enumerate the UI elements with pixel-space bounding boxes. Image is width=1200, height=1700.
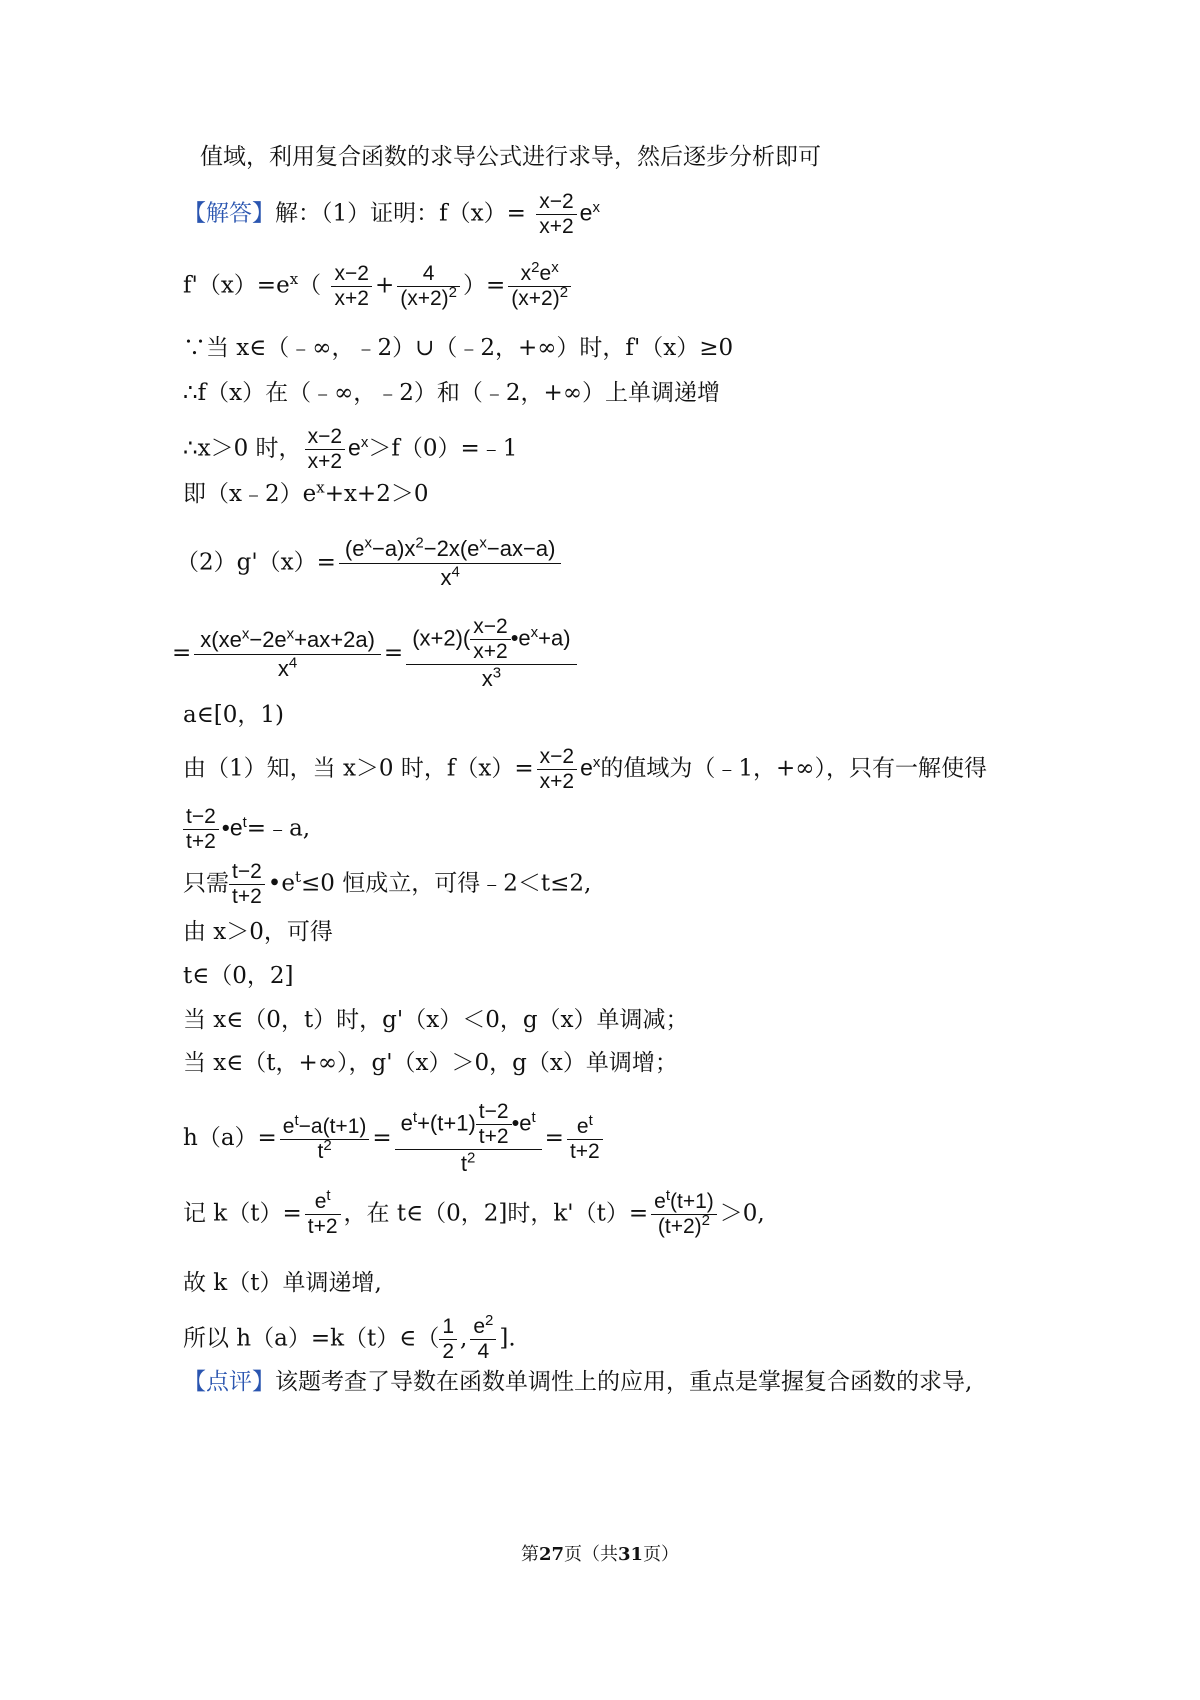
text-line: 由 x＞0，可得	[183, 919, 333, 945]
fraction: $e^t+(t+1)$ $\frac{t-2}{t+2}$ $•e^t$ $t^2$	[395, 1100, 542, 1178]
line-text: 解：（1）证明：f（x）=	[275, 200, 526, 227]
text-line: ∵当 x∈（﹣∞，﹣2）∪（﹣2，+∞）时，f'（x）≥0	[183, 335, 734, 361]
fraction: (x+2)( $\frac{x-2}{x+2}$ $•e^x+a$) $x^3$	[406, 615, 576, 693]
page-footer: 第27页（共31页）	[520, 1544, 680, 1565]
fraction: $\frac{x-2}{x+2}$	[536, 190, 576, 239]
fraction: $\frac{t-2}{t+2}$	[229, 860, 265, 909]
fraction: $\frac{x-2}{x+2}$	[305, 425, 345, 474]
text-line: 当 x∈（0，t）时，g'（x）＜0，g（x）单调减；	[183, 1007, 689, 1033]
answer-line: 【解答】解：（1）证明：f（x）= $\frac{x-2}{x+2}$ $e^x$	[183, 190, 600, 238]
text-line: ∴f（x）在（﹣∞，﹣2）和（﹣2，+∞）上单调递增	[183, 380, 720, 406]
fraction: $\frac{e^t}{t+2}$	[305, 1190, 341, 1239]
fraction: $\frac{x(xe^x-2e^x+ax+2a)}{x^4}$	[194, 626, 381, 683]
k-line: 记 k（t）= $\frac{e^t}{t+2}$ ，在 t∈（0，2]时，k'（t）= $\frac{e^t(t+1)}{(t+2)^2}$ ＞0,	[183, 1187, 765, 1238]
text-line: a∈[0，1)	[183, 702, 284, 728]
line-text: 值域，利用复合函数的求导公式进行求导，然后逐步分析即可	[200, 144, 821, 170]
answer-tag: 【解答】	[183, 200, 275, 227]
g-derivative-line-2: = $\frac{x(xe^x-2e^x+ax+2a)}{x^4}$ = (x+2)( $\frac{x-2}{x+2}$ $•e^x+a$) $x^3$	[172, 615, 580, 693]
fraction: $\frac{e^t(t+1)}{(t+2)^2}$	[651, 1190, 717, 1239]
page-number: 27	[538, 1544, 564, 1565]
fraction: $\frac{e^t-a(t+1)}{t^2}$	[280, 1115, 370, 1164]
text-line: 即$(x﹣2)e^x+x+2>0$	[183, 478, 429, 507]
fraction: $\frac{x-2}{x+2}$	[331, 262, 371, 311]
text-line: $\frac{t-2}{t+2}$ $•e^t=﹣a$,	[183, 805, 310, 854]
fraction: $\frac{x^2e^x}{(x+2)^2}$	[508, 262, 571, 311]
h-line: h（a）= $\frac{e^t-a(t+1)}{t^2}$ = $e^t+(t+1)$ $\frac{t-2}{t+2}$ $•e^t$ $t^2$ = $\frac{e^t}{t+2}$	[183, 1100, 606, 1178]
fraction: $\frac{t-2}{t+2}$	[183, 805, 219, 854]
fraction: $\frac{(e^x-a)x^2-2x(e^x-ax-a)}{x^4}$	[339, 535, 561, 592]
text-line: ∴x＞0 时， $\frac{x-2}{x+2}$ $e^x>f(0)=﹣1$	[183, 425, 518, 473]
fraction: $\frac{x-2}{x+2}$	[537, 745, 577, 794]
line-text: f'（x）=e	[183, 272, 290, 299]
text-line: 由（1）知，当 x＞0 时，f（x）= $\frac{x-2}{x+2}$ $e^x$的值域为（﹣1，+∞），只有一解使得	[183, 745, 987, 793]
fraction: $\frac{e^t}{t+2}$	[567, 1115, 603, 1164]
text-line: 所以 h（a）=k（t）∈（ $\frac{1}{2}$ , $\frac{e^2}{4}$ ].	[183, 1312, 516, 1363]
fraction: $\frac{e^2}{4}$	[470, 1315, 496, 1364]
derivative-line: $f'(x)=e^x$（ $\frac{x-2}{x+2}$ + $\frac{4}{(x+2)^2}$ ）= $\frac{x^2e^x}{(x+2)^2}$	[183, 262, 574, 311]
fraction: $\frac{4}{(x+2)^2}$	[397, 262, 460, 311]
text-line: 故 k（t）单调递增,	[183, 1270, 382, 1296]
text-line: 当 x∈（t，+∞），g'（x）＞0，g（x）单调增；	[183, 1050, 678, 1076]
text-line	[200, 142, 821, 172]
fraction: $\frac{1}{2}$	[439, 1315, 457, 1364]
g-derivative-line: （2）g'（x）= $\frac{(e^x-a)x^2-2x(e^x-ax-a)}{x^4}$	[176, 535, 564, 592]
text-line: 只需 $\frac{t-2}{t+2}$ $•e^t\le 0$ 恒成立，可得﹣2＜t≤2,	[183, 860, 592, 908]
comment-line: 【点评】该题考查了导数在函数单调性上的应用，重点是掌握复合函数的求导,	[183, 1369, 973, 1395]
text-line: t∈（0，2]	[183, 963, 294, 989]
comment-tag: 【点评】	[183, 1369, 275, 1395]
page-total: 31	[618, 1544, 644, 1565]
